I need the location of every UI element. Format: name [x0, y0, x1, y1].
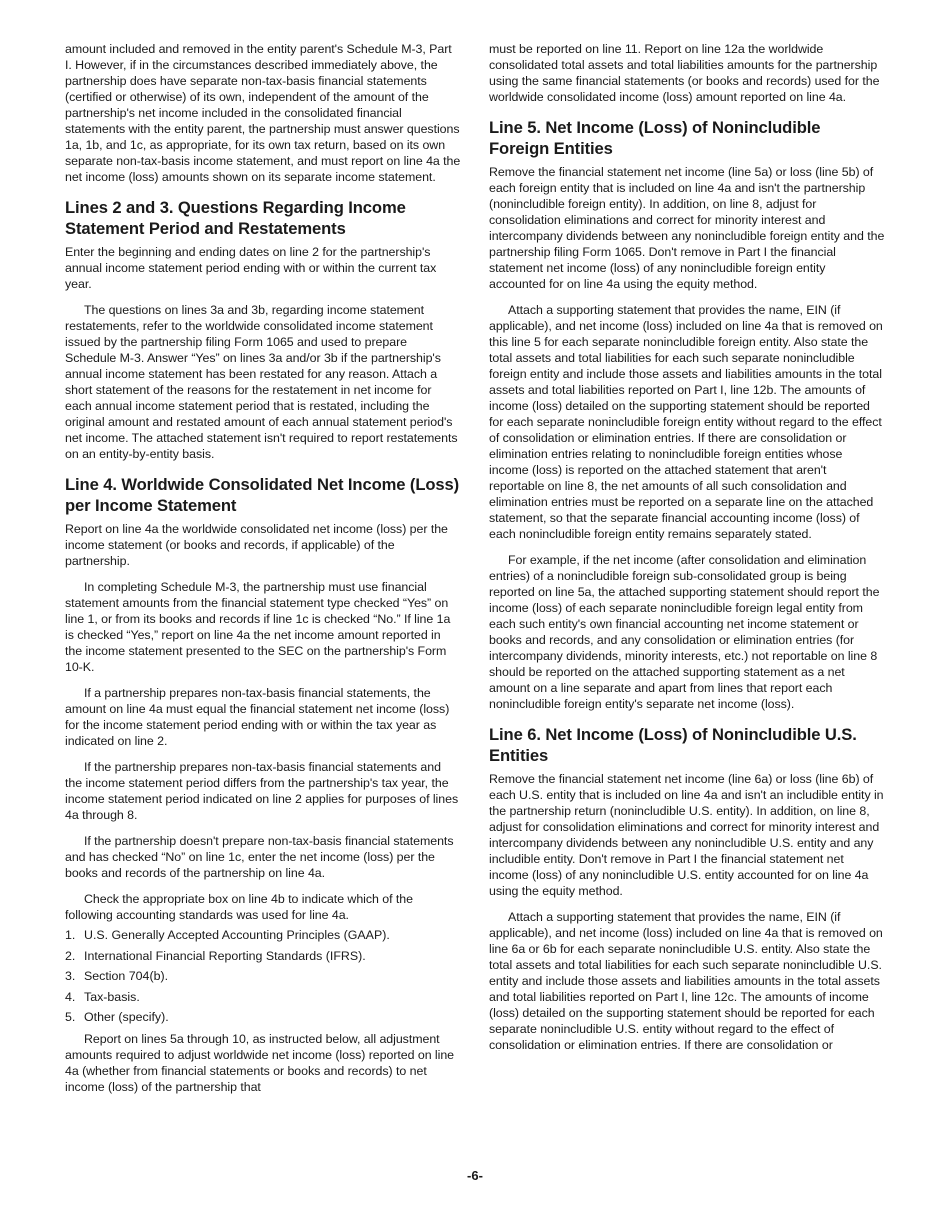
list-text: Tax-basis.: [84, 989, 140, 1004]
paragraph: must be reported on line 11. Report on line 12a the worldwide consolidated total assets and total liabilities amounts for the partnership using the same financial statements (or books and records) used for the worldwide consolidated income (loss) amount reported on line 4a.: [489, 42, 880, 104]
paragraph: If the partnership prepares non-tax-basis financial statements and the income statement period differs from the partnership's tax year, the income statement period indicated on line 2 applies for purposes of lines 4a through 8.: [65, 760, 459, 822]
section-heading-line-6: Line 6. Net Income (Loss) of Nonincludible U.S. Entities: [489, 725, 857, 765]
section-heading-lines-2-3: Lines 2 and 3. Questions Regarding Income Statement Period and Restatements: [65, 198, 406, 238]
list-item: [65, 989, 461, 1005]
list-text: Other (specify).: [84, 1010, 169, 1024]
paragraph: In completing Schedule M-3, the partnership must use financial statement amounts from the financial statement type checked “Yes” on line 1, or from its books and records if line 1c is checked “No.” If line 1a is checked “Yes,” report on line 4a the net income amount reported in the income statement presented to the SEC on the partnership's Form 10-K.: [65, 580, 451, 674]
paragraph: If the partnership doesn't prepare non-tax-basis financial statements and has checked “No” on line 1c, enter the net income (loss) per the books and records of the partnership on line 4a.: [65, 834, 454, 880]
paragraph: Attach a supporting statement that provides the name, EIN (if applicable), and net income (loss) included on line 4a that is removed on this line 5 for each separate nonincludible foreign entity. Also state the total assets and total liabilities for each such separate nonincludible foreign entity and include those assets and liabilities amounts in the total assets and total liabilities reported on Part I, line 12b. The amounts of income (loss) detailed on the supporting statement should be reported for each separate nonincludible foreign entity without regard to the effect of consolidation or elimination entries. If there are consolidation or elimination entries relating to nonincludible foreign entities whose income (loss) is reported on the attached statement that aren't reportable on line 8, the net amounts of all such consolidation and elimination entries must be reported on a separate line on the attached statement, so that the separate financial accounting income (loss) of each nonincludible foreign entity remains separately stated.: [489, 303, 883, 541]
section-heading-line-5: Line 5. Net Income (Loss) of Nonincludible Foreign Entities: [489, 118, 821, 158]
list-text: International Financial Reporting Standards (IFRS).: [84, 948, 366, 963]
paragraph: For example, if the net income (after consolidation and elimination entries) of a nonincludible foreign sub-consolidated group is being reported on line 5a, the attached supporting statement should report the income (loss) of each separate nonincludible foreign legal entity from each such entity's own financial accounting net income statement or books and records, and any consolidation or elimination entries (for intercompany dividends, minority interests, etc.) not reportable on line 8 should be reported on the attached supporting statement as a net amount on a line separate and apart from lines that report each nonincludible foreign entity's separate net income (loss).: [489, 553, 880, 711]
page-number: -6-: [467, 1168, 483, 1183]
paragraph: Remove the financial statement net income (line 6a) or loss (line 6b) of each U.S. entity that is included on line 4a and isn't an includible entity in the partnership return (nonincludible U.S. entity). In addition, on line 8, adjust for consolidation eliminations and correct for minority interest and intercompany dividends between any nonincludible U.S. entity and any includible entity. Don't remove in Part I the financial statement net income (loss) of any nonincludible U.S. entity accounted for on line 4a using the equity method.: [489, 772, 884, 898]
list-number: 4.: [65, 989, 76, 1004]
paragraph: amount included and removed in the entity parent's Schedule M-3, Part I. However, if in the circumstances described immediately above, the partnership does have separate non-tax-basis financial statements (certified or otherwise) of its own, independent of the amount of the partnership's net income included in the consolidated financial statements with the entity parent, the partnership must answer questions 1a, 1b, and 1c, as appropriate, for its own tax return, based on its own separate non-tax-basis income statement, and must report on line 4a the net income (loss) amounts shown on its separate income statement.: [65, 42, 461, 184]
list-item: [65, 1009, 461, 1025]
list-number: 2.: [65, 948, 76, 963]
paragraph: Remove the financial statement net income (line 5a) or loss (line 5b) of each foreign entity that is included on line 4a and isn't the partnership (nonincludible foreign entity). In addition, on line 8, adjust for consolidation eliminations and correct for minority interest and intercompany dividends between any nonincludible foreign entity and the partnership filing Form 1065. Don't remove in Part I the financial statement net income (loss) of any nonincludible foreign entity accounted for on line 4a using the equity method.: [489, 165, 885, 291]
list-number: 3.: [65, 969, 76, 983]
paragraph: The questions on lines 3a and 3b, regarding income statement restatements, refer to the worldwide consolidated income statement issued by the partnership filing Form 1065 and used to prepare Schedule M-3. Answer “Yes” on lines 3a and/or 3b if the partnership's annual income statement has been restated for any reason. Attach a short statement of the reasons for the restatement in net income for each annual income statement period that is restated, including the original amount and restated amount of each annual statement period's net income. The attached statement isn't required to report restatements on an entity-by-entity basis.: [65, 303, 458, 461]
left-column: [65, 41, 461, 1095]
paragraph: Attach a supporting statement that provides the name, EIN (if applicable), and net income (loss) included on line 4a that is removed on line 6a or 6b for each separate nonincludible U.S. entity. Also state the total assets and total liabilities for each such separate nonincludible U.S. entity and include those assets and liabilities amounts in the total assets and total liabilities reported on Part I, line 12c. The amounts of income (loss) detailed on the supporting statement should be reported for each separate nonincludible U.S. entity without regard to the effect of consolidation or elimination entries. If there are consolidation or: [489, 910, 883, 1052]
list-item: [65, 968, 461, 984]
accounting-standards-list: [65, 927, 461, 1025]
paragraph: Report on line 4a the worldwide consolidated net income (loss) per the income statement (or books and records, if applicable) of the partnership.: [65, 522, 448, 568]
paragraph: Check the appropriate box on line 4b to indicate which of the following accounting standards was used for line 4a.: [65, 892, 413, 922]
list-text: Section 704(b).: [84, 969, 169, 983]
list-number: 5.: [65, 1010, 76, 1024]
paragraph: Report on lines 5a through 10, as instructed below, all adjustment amounts required to adjust worldwide net income (loss) reported on line 4a (whether from financial statements or books and records) to net income (loss) of the partnership that: [65, 1032, 455, 1094]
section-heading-line-4: Line 4. Worldwide Consolidated Net Income (Loss) per Income Statement: [65, 475, 460, 515]
paragraph: Enter the beginning and ending dates on line 2 for the partnership's annual income statement period ending with or within the current tax year.: [65, 245, 437, 291]
list-item: [65, 927, 461, 943]
right-column: [489, 41, 885, 1053]
paragraph: If a partnership prepares non-tax-basis financial statements, the amount on line 4a must equal the financial statement net income (loss) for the income statement period ending with or within the tax year as indicated on line 2.: [65, 686, 450, 748]
list-number: 1.: [65, 928, 76, 942]
list-text: U.S. Generally Accepted Accounting Principles (GAAP).: [84, 928, 390, 942]
list-item: [65, 948, 461, 964]
